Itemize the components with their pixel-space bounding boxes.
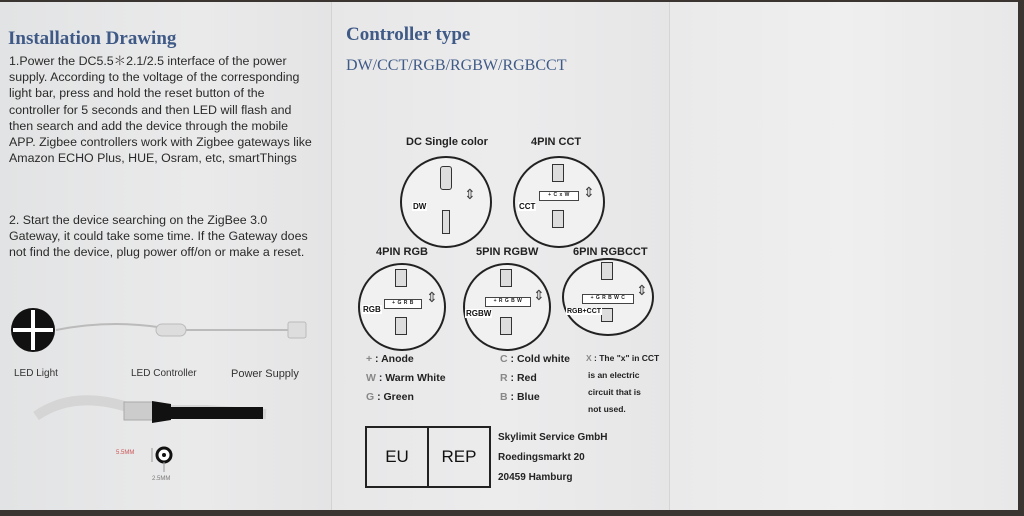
label-led-light: LED Light xyxy=(14,368,58,379)
installation-panel xyxy=(0,2,332,510)
power-plug-icon xyxy=(288,322,306,338)
diagram-rgb-label: RGB xyxy=(363,305,381,314)
legend-x-note: X : The "x" in CCT is an electric circuit that is not used. xyxy=(586,353,660,414)
direction-arrow-icon: ⇕ xyxy=(533,287,545,303)
eu-rep-street: Roedingsmarkt 20 xyxy=(498,452,585,463)
blank-panel xyxy=(670,2,1018,510)
diagram-rgbw-circle xyxy=(463,263,551,351)
installation-step-1: 1.Power the DC5.5＊2.1/2.5 interface of the power supply. According to the voltage of the corresponding light bar, press and hold the reset button of the controller for 5 seconds and then LED will flash and then search and add the device through the mobile APP. Zigbee controllers work with Zigbee gateways like Amazon ECHO Plus, HUE, Osram, etc, smartThings xyxy=(9,54,312,166)
eu-label: EU xyxy=(367,428,429,486)
rep-label: REP xyxy=(441,447,477,466)
diagram-rgbcct-title: 6PIN RGBCCT xyxy=(573,246,648,258)
eu-rep-city: 20459 Hamburg xyxy=(498,472,573,483)
diagram-cct-strip: + C x W xyxy=(539,191,579,201)
diagram-rgb-strip: + G R B xyxy=(384,299,422,309)
diagram-rgbcct-label: RGB+CCT xyxy=(567,308,602,315)
diagram-dc-label: DW xyxy=(413,202,427,211)
controller-type-title: Controller type xyxy=(346,24,471,45)
diagram-rgb-title: 4PIN RGB xyxy=(376,246,428,258)
direction-arrow-icon: ⇕ xyxy=(636,282,648,298)
legend-green: G : Green xyxy=(366,391,414,403)
legend-blue: B : Blue xyxy=(500,391,540,403)
diagram-rgbcct-circle xyxy=(562,258,654,336)
diagram-rgbw-title: 5PIN RGBW xyxy=(476,246,539,258)
legend-cold-white: C : Cold white xyxy=(500,353,571,365)
direction-arrow-icon: ⇕ xyxy=(583,184,595,200)
diagram-cct-circle xyxy=(513,156,605,248)
direction-arrow-icon: ⇕ xyxy=(426,289,438,305)
legend-red: R : Red xyxy=(500,372,537,384)
diagram-dc-circle xyxy=(400,156,492,248)
diagram-rgb-circle xyxy=(358,263,446,351)
wiring-illustration xyxy=(6,298,326,488)
diagram-cct-label: CCT xyxy=(519,202,536,211)
eu-rep-company: Skylimit Service GmbH xyxy=(498,432,608,443)
diagram-dc-title: DC Single color xyxy=(406,136,488,148)
controller-type-panel xyxy=(332,2,670,510)
manual-sheet xyxy=(0,2,1018,510)
legend-warm-white: W : Warm White xyxy=(366,372,446,384)
diagram-cct-title: 4PIN CCT xyxy=(531,136,582,148)
diagram-rgbw-label: RGBW xyxy=(466,309,492,318)
eu-rep-box xyxy=(365,426,491,488)
legend-anode: + : Anode xyxy=(366,353,414,365)
label-power-supply: Power Supply xyxy=(231,368,299,380)
installation-step-2: 2. Start the device searching on the ZigBee 3.0 Gateway, it could take some time. If the Gateway does not find the device, plug power off/on or make a reset. xyxy=(9,213,308,260)
dc-plug-icon xyxy=(124,402,154,420)
label-led-controller: LED Controller xyxy=(131,368,197,379)
controller-icon xyxy=(156,324,186,336)
diagram-rgbw-strip: + R G B W xyxy=(485,297,531,307)
installation-title: Installation Drawing xyxy=(8,28,177,49)
diagram-rgbcct-strip: + G R B W C xyxy=(582,294,634,304)
controller-type-subtitle: DW/CCT/RGB/RGBW/RGBCCT xyxy=(346,57,567,74)
label-dim-inner: 2.5MM xyxy=(152,476,171,482)
direction-arrow-icon: ⇕ xyxy=(464,186,476,202)
label-dim-outer: 5.5MM xyxy=(116,450,135,456)
